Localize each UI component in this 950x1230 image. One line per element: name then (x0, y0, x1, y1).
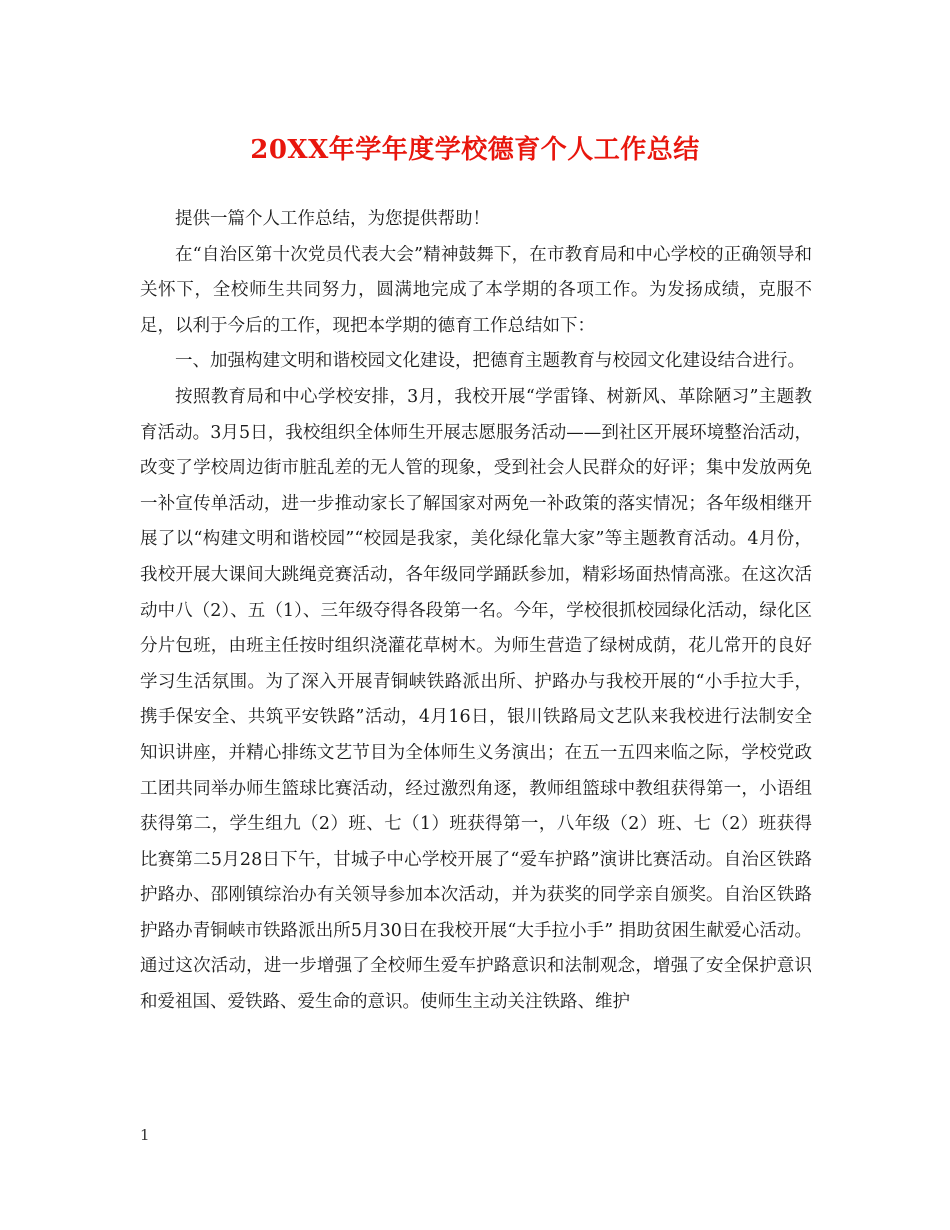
paragraph-overview: 在“自治区第十次党员代表大会”精神鼓舞下，在市教育局和中心学校的正确领导和关怀下，全校师生共同努力，圆满地完成了本学期的各项工作。为发扬成绩，克服不足，以利于今后的工作，现把本学期的德育工作总结如下： (140, 244, 812, 336)
paragraph-activities: 按照教育局和中心学校安排，3月，我校开展“学雷锋、树新风、革除陋习”主题教育活动。3月5日，我校组织全体师生开展志愿服务活动——到社区开展环境整治活动，改变了学校周边街市脏乱差的无人管的现象，受到社会人民群众的好评；集中发放两免一补宣传单活动，进一步推动家长了解国家对两免一补政策的落实情况；各年级相继开展了以“构建文明和谐校园”“校园是我家，美化绿化靠大家”等主题教育活动。4月份，我校开展大课间大跳绳竞赛活动，各年级同学踊跃参加，精彩场面热情高涨。在这次活动中八（2）、五（1）、三年级夺得各段第一名。今年，学校很抓校园绿化活动，绿化区分片包班，由班主任按时组织浇灌花草树木。为师生营造了绿树成荫，花儿常开的良好学习生活氛围。为了深入开展青铜峡铁路派出所、护路办与我校开展的“小手拉大手，携手保安全、共筑平安铁路”活动，4月16日，银川铁路局文艺队来我校进行法制安全知识讲座，并精心排练文艺节目为全体师生义务演出；在五一五四来临之际，学校党政工团共同举办师生篮球比赛活动，经过激烈角逐，教师组篮球中教组获得第一，小语组获得第二，学生组九（2）班、七（1）班获得第一，八年级（2）班、七（2）班获得比赛第二5月28日下午，甘城子中心学校开展了“爱车护路”演讲比赛活动。自治区铁路护路办、邵刚镇综治办有关领导参加本次活动，并为获奖的同学亲自颁奖。自治区铁路护路办青铜峡市铁路派出所5月30日在我校开展“大手拉小手” 捐助贫困生献爱心活动。通过这次活动，进一步增强了全校师生爱车护路意识和法制观念，增强了安全保护意识和爱祖国、爱铁路、爱生命的意识。使师生主动关注铁路、维护 (140, 386, 812, 1013)
document-title: 20XX年学年度学校德育个人工作总结 (250, 135, 700, 165)
paragraph-section-heading: 一、加强构建文明和谐校园文化建设，把德育主题教育与校园文化建设结合进行。 (175, 351, 805, 372)
document-body (140, 202, 812, 1021)
paragraph-intro: 提供一篇个人工作总结，为您提供帮助！ (175, 209, 490, 229)
page-number: 1 (140, 1126, 150, 1144)
